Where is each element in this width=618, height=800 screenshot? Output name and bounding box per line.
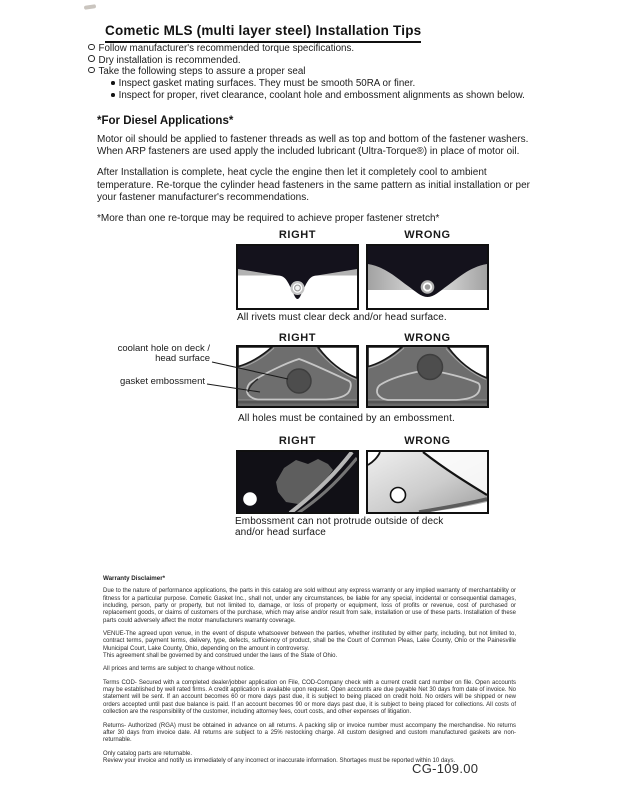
warranty-paragraph: This agreement shall be governed by and construed under the laws of the State of Ohio. bbox=[103, 653, 338, 660]
diagram-row1-wrong-panel bbox=[366, 244, 489, 310]
list-item bbox=[88, 55, 525, 67]
diesel-paragraph: Motor oil should be applied to fastener threads as well as top and bottom of the fastener washers. When ARP fasteners are used apply the included lubricant (Ultra-Torque®) in place of motor oil. bbox=[97, 134, 529, 158]
row1-wrong-label: WRONG bbox=[404, 229, 451, 241]
warranty-paragraph: Returns- Authorized (RGA) must be obtained in advance on all returns. A packing slip or invoice number must accompany the merchandise. No returns after 30 days from invoice date. All returns are subject to a 25% restocking charge. All custom designed and custom manufactured gaskets are non-returnable. bbox=[103, 722, 516, 744]
diagram-row1-right-panel bbox=[236, 244, 359, 310]
diesel-paragraph: After Installation is complete, heat cycle the engine then let it completely cool to ambient temperature. Re-torque the cylinder head fasteners in the same pattern as initial installation or per your fastener manufacturer's recommendations. bbox=[97, 167, 531, 203]
row1-right-label: RIGHT bbox=[278, 229, 317, 241]
warranty-paragraph: All prices and terms are subject to change without notice. bbox=[103, 666, 255, 673]
diagram-row3-wrong-panel bbox=[366, 450, 489, 514]
page-title: Cometic MLS (multi layer steel) Installation Tips bbox=[105, 23, 421, 43]
gasket-embossment-annotation: gasket embossment bbox=[119, 376, 205, 387]
coolant-hole-wrong-diagram bbox=[366, 345, 489, 408]
list-item bbox=[111, 90, 525, 102]
list-item bbox=[88, 43, 525, 55]
row2-right-label: RIGHT bbox=[278, 332, 317, 344]
warranty-paragraph: Review your invoice and notify us immediately of any incorrect or inaccurate information. Shortages must be reported within 10 days. bbox=[103, 757, 456, 764]
list-item bbox=[111, 78, 525, 90]
open-bullet-icon bbox=[88, 55, 95, 62]
coolant-hole-annotation: coolant hole on deck / head surface bbox=[117, 343, 210, 365]
row2-wrong-label: WRONG bbox=[404, 332, 451, 344]
coolant-hole-right-diagram bbox=[236, 345, 359, 408]
diesel-heading: *For Diesel Applications* bbox=[97, 115, 234, 127]
embossment-wrong-diagram bbox=[366, 450, 489, 514]
filled-bullet-icon bbox=[111, 81, 115, 85]
diagram-row2-wrong-panel bbox=[366, 345, 489, 408]
warranty-paragraph: VENUE-The agreed upon venue, in the event of dispute whatsoever between the parties, whether instituted by either party, including, but not limited to, contract terms, payment terms, delivery, type, defects, sufficiency of product, shall be the Court of Common Pleas, Lake County, Ohio or the Painesville Municipal Court, Lake County, Ohio, depending on the amount in controversy. bbox=[103, 631, 516, 652]
tip-text: Take the following steps to assure a proper seal bbox=[98, 66, 306, 78]
tip-text: Follow manufacturer's recommended torque specifications. bbox=[98, 43, 355, 54]
diagram-row2-right-panel bbox=[236, 345, 359, 408]
open-bullet-icon bbox=[88, 44, 95, 51]
scan-artifact-mark bbox=[84, 4, 96, 10]
open-bullet-icon bbox=[88, 67, 95, 74]
warranty-paragraph: Due to the nature of performance applications, the parts in this catalog are sold without any express warranty or any implied warranty of merchantability or fitness for a particular purpose. Cometic Gasket Inc., shall not, under any circumstances, be liable for any special, incidental or consequential damages, including, person, party or property, but not limited to, damage, or loss of property or equipment, loss of profits or revenue, cost of purchased or replacement goods, or claims of customers of the purchase, which may arise and/or result from sale, installation or use of these parts. Installation of these parts could adversely affect the motor manufacturers warranty coverage. bbox=[103, 588, 516, 624]
page-number: CG-109.00 bbox=[412, 761, 479, 776]
warranty-heading: Warranty Disclaimer* bbox=[103, 575, 166, 582]
tip-text: Dry installation is recommended. bbox=[98, 54, 241, 66]
filled-bullet-icon bbox=[111, 93, 115, 97]
row3-caption: Embossment can not protrude outside of deck and/or head surface bbox=[235, 516, 444, 538]
diagram-row3-right-panel bbox=[236, 450, 359, 514]
row3-right-label: RIGHT bbox=[278, 435, 317, 447]
tip-text: Inspect gasket mating surfaces. They must be smooth 50RA or finer. bbox=[118, 78, 416, 90]
row1-caption: All rivets must clear deck and/or head surface. bbox=[237, 312, 447, 323]
warranty-paragraph: Only catalog parts are returnable. bbox=[103, 750, 193, 757]
retorque-note: *More than one re-torque may be required to achieve proper fastener stretch* bbox=[97, 213, 440, 225]
row3-wrong-label: WRONG bbox=[404, 435, 451, 447]
rivet-wrong-diagram bbox=[366, 244, 489, 310]
installation-tips-list bbox=[88, 43, 525, 101]
diesel-applications-section bbox=[97, 115, 537, 234]
rivet-right-diagram bbox=[236, 244, 359, 310]
list-item bbox=[88, 66, 525, 78]
row2-caption: All holes must be contained by an embossment. bbox=[238, 413, 455, 424]
warranty-paragraph: Terms COD- Secured with a completed dealer/jobber application on File, COD-Company check with a current credit card number on file. Open accounts may be established by well rated firms. A credit application is available upon request. Open accounts are due payable Net 30 days from date of invoice. No statement will be sent. If an account becomes 60 or more days past due, it is subject to being placed on credit hold. No orders will be shipped or new orders accepted until past due balance is paid. If an account becomes 90 or more days past due, it is subject to being placed for collections. All costs of collection are the responsibility of the customer, including attorney fees, court costs, and other expenses of litigation. bbox=[103, 679, 516, 716]
embossment-right-diagram bbox=[236, 450, 359, 514]
warranty-disclaimer-section bbox=[103, 575, 516, 771]
tip-text: Inspect for proper, rivet clearance, coolant hole and embossment alignments as shown below. bbox=[118, 89, 525, 101]
